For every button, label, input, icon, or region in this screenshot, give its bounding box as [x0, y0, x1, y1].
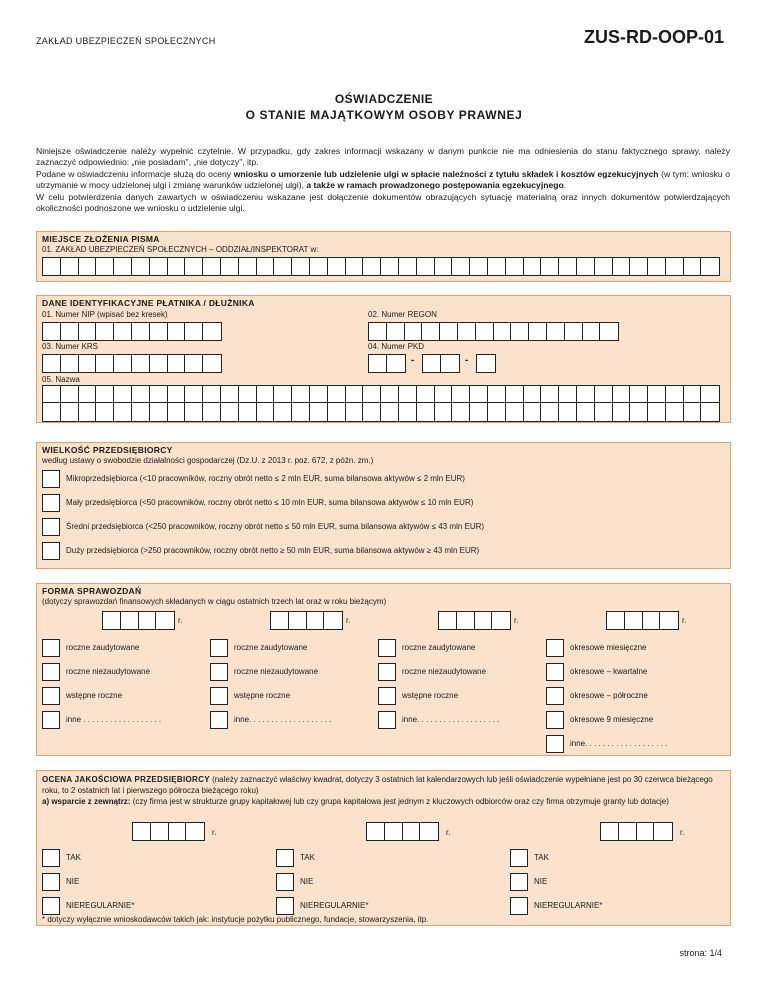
character-cell[interactable] [43, 258, 61, 275]
pkd-label: 04. Numer PKD [368, 342, 425, 351]
character-cell[interactable] [399, 258, 417, 275]
tak-label: TAK [534, 853, 549, 862]
pkd-separator: - [465, 355, 469, 366]
character-cell[interactable] [185, 355, 203, 372]
character-cell[interactable] [203, 355, 221, 372]
character-cell[interactable] [150, 355, 168, 372]
character-cell[interactable] [169, 823, 187, 840]
section-subtitle: (dotyczy sprawozdań finansowych składanych w ciągu ostatnich trzech lat oraz w roku bieżącym) [42, 597, 387, 606]
character-cell[interactable] [559, 403, 577, 421]
character-cell[interactable] [577, 403, 595, 421]
character-cell[interactable] [595, 258, 613, 275]
character-cell[interactable] [648, 258, 666, 275]
year-input-4[interactable] [606, 611, 679, 630]
character-cell[interactable] [96, 355, 114, 372]
character-cell[interactable] [577, 258, 595, 275]
character-cell[interactable] [132, 258, 150, 275]
character-cell[interactable] [630, 403, 648, 421]
character-cell[interactable] [387, 323, 405, 340]
character-cell[interactable] [274, 403, 292, 421]
character-cell[interactable] [607, 612, 625, 629]
character-cell[interactable] [114, 403, 132, 421]
form-title: OŚWIADCZENIE [334, 92, 434, 106]
maly-label: Mały przedsiębiorca (<50 pracowników, roczny obrót netto ≤ 10 mln EUR, suma bilansowa aktywów ≤ 10 mln EUR) [66, 498, 474, 507]
section-miejsce [36, 231, 731, 282]
forma-option: inne. . . . . . . . . . . . . . . . . . . [234, 715, 332, 724]
section-title: DANE IDENTYFIKACYJNE PŁATNIKA / DŁUŻNIKA [42, 298, 255, 308]
character-cell[interactable] [114, 355, 132, 372]
section-title: FORMA SPRAWOZDAŃ [42, 586, 142, 596]
character-cell[interactable] [529, 323, 547, 340]
pkd-part-3[interactable] [476, 354, 496, 373]
character-cell[interactable] [133, 823, 151, 840]
character-cell[interactable] [666, 403, 684, 421]
character-cell[interactable] [435, 258, 453, 275]
nieregularnie-label: NIEREGULARNIE* [534, 901, 603, 910]
character-cell[interactable] [363, 258, 381, 275]
character-cell[interactable] [289, 612, 307, 629]
section-title: MIEJSCE ZŁOŻENIA PISMA [42, 234, 160, 244]
character-cell[interactable] [405, 323, 423, 340]
character-cell[interactable] [541, 403, 559, 421]
pkd-part-2[interactable] [422, 354, 460, 373]
section-forma [36, 583, 731, 756]
character-cell[interactable] [506, 403, 524, 421]
mikro-checkbox[interactable] [42, 470, 60, 488]
forma-option: okresowe – kwartalne [570, 667, 648, 676]
character-cell[interactable] [630, 258, 648, 275]
character-cell[interactable] [648, 403, 666, 421]
character-cell[interactable] [637, 823, 655, 840]
character-cell[interactable] [132, 355, 150, 372]
character-cell[interactable] [511, 323, 529, 340]
character-cell[interactable] [221, 258, 239, 275]
character-cell[interactable] [257, 403, 275, 421]
character-cell[interactable] [399, 403, 417, 421]
intro-paragraph-2: Podane w oświadczeniu informacje służą do oceny wniosku o umorzenie lub udzielenie ulgi w spłacie należności z tytułu składek i kosztów egzekucyjnych (w tym: wniosku o utrzymanie w mocy udzielonej ulgi i zmianę warunków udzielonej ulgi), a także w ramach prowadzonego postępowania egzekucyjnego. [36, 168, 730, 191]
character-cell[interactable] [96, 323, 114, 340]
character-cell[interactable] [328, 258, 346, 275]
nie-label: NIE [534, 877, 548, 886]
forma-checkbox[interactable] [42, 687, 60, 705]
character-cell[interactable] [185, 258, 203, 275]
character-cell[interactable] [441, 355, 459, 372]
year-suffix: r. [680, 828, 685, 837]
section-ocena [36, 770, 731, 926]
character-cell[interactable] [103, 612, 121, 629]
character-cell[interactable] [619, 823, 637, 840]
character-cell[interactable] [114, 323, 132, 340]
character-cell[interactable] [274, 258, 292, 275]
character-cell[interactable] [96, 258, 114, 275]
character-cell[interactable] [613, 258, 631, 275]
character-cell[interactable] [96, 403, 114, 421]
character-cell[interactable] [292, 403, 310, 421]
character-cell[interactable] [422, 323, 440, 340]
page-number: strona: 1/4 [679, 948, 722, 958]
forma-option: inne. . . . . . . . . . . . . . . . . . . [402, 715, 500, 724]
forma-option: roczne zaudytowane [66, 643, 140, 652]
year-suffix: r. [446, 828, 451, 837]
nazwa-label: 05. Nazwa [42, 375, 80, 384]
forma-checkbox[interactable] [378, 687, 396, 705]
year-suffix: r. [514, 616, 519, 625]
character-cell[interactable] [168, 323, 186, 340]
krs-input[interactable] [42, 354, 222, 373]
character-cell[interactable] [435, 403, 453, 421]
character-cell[interactable] [367, 823, 385, 840]
forma-checkbox[interactable] [210, 663, 228, 681]
forma-checkbox[interactable] [210, 711, 228, 729]
character-cell[interactable] [43, 403, 61, 421]
character-cell[interactable] [43, 355, 61, 372]
nieregularnie-checkbox[interactable] [510, 897, 528, 915]
footnote: * dotyczy wyłącznie wnioskodawców takich jak: instytucje pożytku publicznego, fundacje, stowarzyszenia, itp. [42, 915, 429, 924]
forma-option: okresowe – półroczne [570, 691, 648, 700]
character-cell[interactable] [583, 323, 601, 340]
section-subtitle: według ustawy o swobodzie działalności gospodarczej (Dz.U. z 2013 r. poz. 672, z późn. zm.) [42, 456, 374, 465]
nieregularnie-label: NIEREGULARNIE* [66, 901, 135, 910]
forma-checkbox[interactable] [546, 639, 564, 657]
character-cell[interactable] [439, 612, 457, 629]
character-cell[interactable] [387, 355, 405, 372]
character-cell[interactable] [79, 323, 97, 340]
character-cell[interactable] [684, 258, 702, 275]
organization-name: ZAKŁAD UBEZPIECZEŃ SPOŁECZNYCH [36, 36, 216, 46]
character-cell[interactable] [324, 612, 342, 629]
year-suffix: r. [178, 616, 183, 625]
character-cell[interactable] [595, 403, 613, 421]
tak-checkbox[interactable] [42, 849, 60, 867]
character-cell[interactable] [601, 823, 619, 840]
character-cell[interactable] [363, 403, 381, 421]
nie-checkbox[interactable] [42, 873, 60, 891]
subsection-a: a) wsparcie z zewnątrz: (czy firma jest w strukturze grupy kapitałowej lub czy grupa kapitałowa jest jednym z kluczowych odbiorców oraz czy firma otrzymuje granty lub dotacje) [42, 797, 669, 806]
nip-label: 01. Numer NIP (wpisać bez kresek) [42, 310, 168, 319]
intro-text [36, 146, 730, 214]
year-input-3[interactable] [600, 822, 673, 841]
character-cell[interactable] [524, 403, 542, 421]
character-cell[interactable] [239, 403, 257, 421]
character-cell[interactable] [559, 258, 577, 275]
year-input-1[interactable] [102, 611, 175, 630]
forma-option: inne . . . . . . . . . . . . . . . . . . [66, 715, 162, 724]
character-cell[interactable] [475, 612, 493, 629]
maly-checkbox[interactable] [42, 494, 60, 512]
character-cell[interactable] [150, 258, 168, 275]
section-title: OCENA JAKOŚCIOWA PRZEDSIĘBIORCY (należy zaznaczyć właściwy kwadrat, dotyczy 3 ostatnich lat kalendarzowych lub jeśli oświadczenie wypełniane jest po 30 czerwca bieżącego roku, to 2 ostatnich lat i pierwszego półrocza bieżącego roku) [42, 775, 713, 795]
character-cell[interactable] [423, 355, 441, 372]
character-cell[interactable] [61, 403, 79, 421]
year-input-3[interactable] [438, 611, 511, 630]
field-label: 01. ZAKŁAD UBEZPIECZEŃ SPOŁECZNYCH – ODDZIAŁ/INSPEKTORAT w: [42, 245, 319, 254]
character-cell[interactable] [452, 403, 470, 421]
character-cell[interactable] [488, 403, 506, 421]
character-cell[interactable] [150, 403, 168, 421]
character-cell[interactable] [506, 258, 524, 275]
character-cell[interactable] [132, 403, 150, 421]
forma-checkbox[interactable] [42, 711, 60, 729]
character-cell[interactable] [565, 323, 583, 340]
character-cell[interactable] [257, 258, 275, 275]
nazwa-input-line-2[interactable] [42, 402, 720, 422]
forma-option: roczne niezaudytowane [66, 667, 151, 676]
character-cell[interactable] [625, 612, 643, 629]
character-cell[interactable] [403, 823, 421, 840]
forma-option: wstępne roczne [66, 691, 123, 700]
character-cell[interactable] [61, 355, 79, 372]
character-cell[interactable] [452, 258, 470, 275]
year-input-2[interactable] [366, 822, 439, 841]
nieregularnie-checkbox[interactable] [276, 897, 294, 915]
character-cell[interactable] [701, 403, 719, 421]
character-cell[interactable] [417, 403, 435, 421]
character-cell[interactable] [203, 258, 221, 275]
character-cell[interactable] [346, 403, 364, 421]
intro-paragraph-1: Niniejsze oświadczenie należy wypełnić czytelnie. W przypadku, gdy zakres informacji wskazany w danym punkcie nie ma odniesienia do stanu faktycznego sprawy, należy zaznaczyć odpowiednio: „nie posiadam", „nie dotyczy", itp. [36, 146, 730, 168]
forma-option: roczne niezaudytowane [402, 667, 487, 676]
forma-checkbox[interactable] [378, 711, 396, 729]
character-cell[interactable] [79, 258, 97, 275]
forma-option: wstępne roczne [234, 691, 291, 700]
character-cell[interactable] [346, 258, 364, 275]
character-cell[interactable] [186, 823, 204, 840]
character-cell[interactable] [381, 403, 399, 421]
forma-option: okresowe miesięczne [570, 643, 647, 652]
character-cell[interactable] [458, 323, 476, 340]
section-title: WIELKOŚĆ PRZEDSIĘBIORCY [42, 445, 173, 455]
character-cell[interactable] [221, 403, 239, 421]
character-cell[interactable] [271, 612, 289, 629]
character-cell[interactable] [168, 403, 186, 421]
year-input-1[interactable] [132, 822, 205, 841]
forma-option: inne. . . . . . . . . . . . . . . . . . . [570, 739, 668, 748]
forma-checkbox[interactable] [210, 687, 228, 705]
character-cell[interactable] [114, 258, 132, 275]
forma-option: roczne zaudytowane [234, 643, 308, 652]
nie-label: NIE [300, 877, 314, 886]
nie-checkbox[interactable] [510, 873, 528, 891]
forma-option: wstępne roczne [402, 691, 459, 700]
character-cell[interactable] [420, 823, 438, 840]
forma-checkbox[interactable] [210, 639, 228, 657]
character-cell[interactable] [43, 323, 61, 340]
character-cell[interactable] [541, 258, 559, 275]
character-cell[interactable] [654, 823, 672, 840]
nie-label: NIE [66, 877, 80, 886]
year-input-2[interactable] [270, 611, 343, 630]
nie-checkbox[interactable] [276, 873, 294, 891]
character-cell[interactable] [79, 403, 97, 421]
section-dane [36, 295, 731, 423]
character-cell[interactable] [307, 612, 325, 629]
character-cell[interactable] [185, 323, 203, 340]
forma-checkbox[interactable] [42, 639, 60, 657]
character-cell[interactable] [185, 403, 203, 421]
forma-checkbox[interactable] [42, 663, 60, 681]
character-cell[interactable] [701, 258, 719, 275]
character-cell[interactable] [381, 258, 399, 275]
nieregularnie-checkbox[interactable] [42, 897, 60, 915]
forma-checkbox[interactable] [546, 735, 564, 753]
forma-option: roczne niezaudytowane [234, 667, 319, 676]
forma-checkbox[interactable] [546, 687, 564, 705]
year-suffix: r. [682, 616, 687, 625]
character-cell[interactable] [524, 258, 542, 275]
tak-checkbox[interactable] [510, 849, 528, 867]
regon-input[interactable] [368, 322, 619, 341]
tak-label: TAK [66, 853, 81, 862]
character-cell[interactable] [476, 323, 494, 340]
pkd-separator: - [411, 355, 415, 366]
character-cell[interactable] [310, 403, 328, 421]
character-cell[interactable] [156, 612, 174, 629]
character-cell[interactable] [457, 612, 475, 629]
character-cell[interactable] [151, 823, 169, 840]
duzy-label: Duży przedsiębiorca (>250 pracowników, roczny obrót netto ≥ 50 mln EUR, suma bilansowa aktywów ≥ 43 mln EUR) [66, 546, 480, 555]
character-cell[interactable] [168, 355, 186, 372]
forma-option: roczne zaudytowane [402, 643, 476, 652]
character-cell[interactable] [488, 258, 506, 275]
character-cell[interactable] [494, 323, 512, 340]
mikro-label: Mikroprzedsiębiorca (<10 pracowników, roczny obrót netto ≤ 2 mln EUR, suma bilansowa aktywów ≤ 2 mln EUR) [66, 474, 465, 483]
character-cell[interactable] [132, 323, 150, 340]
nieregularnie-label: NIEREGULARNIE* [300, 901, 369, 910]
character-cell[interactable] [492, 612, 510, 629]
character-cell[interactable] [660, 612, 678, 629]
intro-paragraph-3: W celu potwierdzenia danych zawartych w oświadczeniu wskazane jest dołączenie dokumentów obrazujących sytuację materialną oraz innych dokumentów potwierdzających okoliczności podnoszone we wniosku o udzielenie ulgi. [36, 191, 730, 214]
character-cell[interactable] [150, 323, 168, 340]
character-cell[interactable] [369, 323, 387, 340]
character-cell[interactable] [477, 355, 495, 372]
sredni-label: Średni przedsiębiorca (<250 pracowników, roczny obrót netto ≤ 50 mln EUR, suma bilansowa aktywów ≤ 43 mln EUR) [66, 522, 485, 531]
character-cell[interactable] [79, 355, 97, 372]
character-cell[interactable] [369, 355, 387, 372]
character-cell[interactable] [470, 403, 488, 421]
character-cell[interactable] [440, 323, 458, 340]
oddzial-input[interactable] [42, 257, 720, 276]
character-cell[interactable] [61, 323, 79, 340]
character-cell[interactable] [666, 258, 684, 275]
character-cell[interactable] [239, 258, 257, 275]
forma-checkbox[interactable] [546, 663, 564, 681]
duzy-checkbox[interactable] [42, 542, 60, 560]
character-cell[interactable] [168, 258, 186, 275]
forma-checkbox[interactable] [546, 711, 564, 729]
year-suffix: r. [212, 828, 217, 837]
character-cell[interactable] [470, 258, 488, 275]
regon-label: 02. Numer REGON [368, 310, 437, 319]
character-cell[interactable] [385, 823, 403, 840]
character-cell[interactable] [139, 612, 157, 629]
sredni-checkbox[interactable] [42, 518, 60, 536]
form-code: ZUS-RD-OOP-01 [583, 27, 724, 47]
forma-option: okresowe 9 miesięczne [570, 715, 654, 724]
character-cell[interactable] [643, 612, 661, 629]
character-cell[interactable] [61, 258, 79, 275]
character-cell[interactable] [417, 258, 435, 275]
character-cell[interactable] [203, 403, 221, 421]
character-cell[interactable] [121, 612, 139, 629]
forma-checkbox[interactable] [378, 663, 396, 681]
forma-checkbox[interactable] [378, 639, 396, 657]
character-cell[interactable] [600, 323, 618, 340]
form-subtitle: O STANIE MAJĄTKOWYM OSOBY PRAWNEJ [245, 108, 523, 122]
character-cell[interactable] [203, 323, 221, 340]
character-cell[interactable] [547, 323, 565, 340]
tak-checkbox[interactable] [276, 849, 294, 867]
character-cell[interactable] [292, 258, 310, 275]
nip-input[interactable] [42, 322, 222, 341]
krs-label: 03. Numer KRS [42, 342, 99, 351]
character-cell[interactable] [613, 403, 631, 421]
section-wielkosc [36, 442, 731, 569]
character-cell[interactable] [310, 258, 328, 275]
year-suffix: r. [346, 616, 351, 625]
tak-label: TAK [300, 853, 315, 862]
character-cell[interactable] [328, 403, 346, 421]
character-cell[interactable] [684, 403, 702, 421]
pkd-part-1[interactable] [368, 354, 406, 373]
